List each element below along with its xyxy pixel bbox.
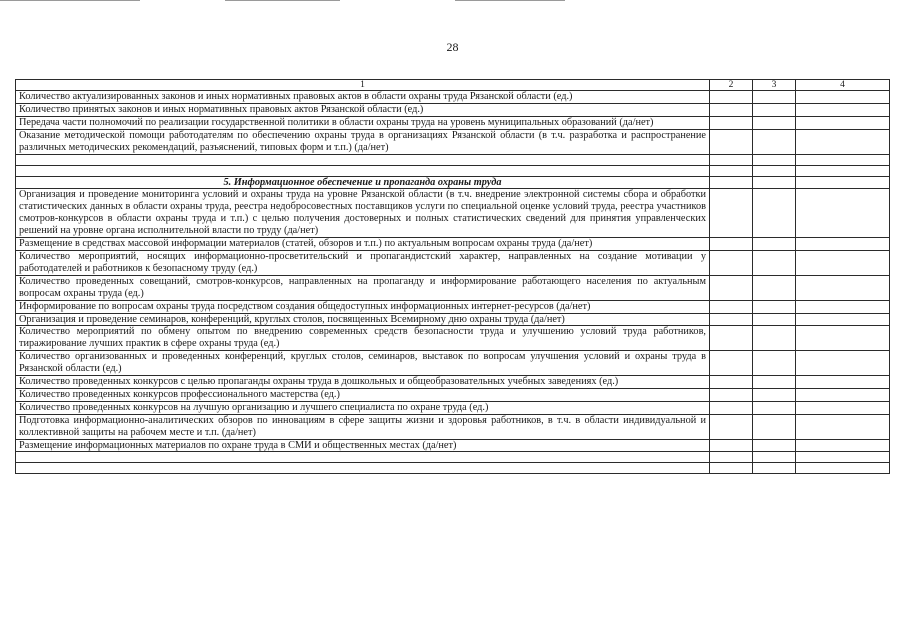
header-cell-col-2: 2	[710, 80, 753, 91]
table-row	[16, 388, 890, 401]
indicator-text-cell	[16, 154, 710, 165]
value-cell-col-4	[796, 91, 890, 104]
value-cell-col-3	[753, 326, 796, 351]
header-cell-col-3: 3	[753, 80, 796, 91]
value-cell-col-3	[753, 452, 796, 463]
value-cell-col-2	[710, 176, 753, 189]
value-cell-col-3	[753, 313, 796, 326]
indicator-text-cell	[16, 452, 710, 463]
value-cell-col-2	[710, 388, 753, 401]
value-cell-col-3	[753, 463, 796, 474]
indicator-text-cell: Количество организованных и проведенных конференций, круглых столов, семинаров, выставок по вопросам улучшения условий и охраны труда в Рязанской области (ед.)	[16, 351, 710, 376]
value-cell-col-3	[753, 238, 796, 251]
value-cell-col-4	[796, 463, 890, 474]
value-cell-col-2	[710, 154, 753, 165]
table-row	[16, 414, 890, 439]
value-cell-col-4	[796, 452, 890, 463]
value-cell-col-2	[710, 452, 753, 463]
table-row	[16, 313, 890, 326]
value-cell-col-3	[753, 154, 796, 165]
value-cell-col-3	[753, 129, 796, 154]
table-row	[16, 439, 890, 452]
value-cell-col-3	[753, 189, 796, 238]
table-row-empty	[16, 154, 890, 165]
indicator-text-cell	[16, 463, 710, 474]
table-row	[16, 103, 890, 116]
indicator-text-cell: Количество мероприятий по обмену опытом по внедрению современных средств безопасности труда и улучшению условий труда работников, тиражирование лучших практик в сфере охраны труда (ед.)	[16, 326, 710, 351]
table-row	[16, 376, 890, 389]
indicator-text-cell: Информирование по вопросам охраны труда посредством создания общедоступных информационных интернет-ресурсов (да/нет)	[16, 300, 710, 313]
value-cell-col-2	[710, 439, 753, 452]
section-heading: 5. Информационное обеспечение и пропаганда охраны труда	[16, 176, 710, 189]
table-row	[16, 326, 890, 351]
value-cell-col-4	[796, 116, 890, 129]
table-row	[16, 91, 890, 104]
value-cell-col-2	[710, 103, 753, 116]
value-cell-col-3	[753, 439, 796, 452]
indicators-table	[15, 79, 890, 474]
indicator-text-cell: Количество актуализированных законов и иных нормативных правовых актов в области охраны труда Рязанской области (ед.)	[16, 91, 710, 104]
value-cell-col-3	[753, 376, 796, 389]
value-cell-col-3	[753, 116, 796, 129]
value-cell-col-2	[710, 376, 753, 389]
table-row	[16, 238, 890, 251]
value-cell-col-3	[753, 275, 796, 300]
value-cell-col-4	[796, 414, 890, 439]
table-row-empty	[16, 452, 890, 463]
value-cell-col-3	[753, 103, 796, 116]
value-cell-col-4	[796, 154, 890, 165]
value-cell-col-2	[710, 275, 753, 300]
value-cell-col-4	[796, 401, 890, 414]
indicator-text-cell: Количество проведенных конкурсов с целью пропаганды охраны труда в дошкольных и общеобразовательных учебных заведениях (ед.)	[16, 376, 710, 389]
header-cell-col-1: 1	[16, 80, 710, 91]
table-row	[16, 300, 890, 313]
value-cell-col-4	[796, 238, 890, 251]
value-cell-col-4	[796, 300, 890, 313]
indicator-text-cell: Организация и проведение мониторинга условий и охраны труда на уровне Рязанской области (в т.ч. внедрение электронной системы сбора и обработки статистических данных в области охраны труда, реестра недобросовестных поставщиков услуги по специальной оценке условий труда, реестра участников смотров-конкурсов в области охраны труда и т.п.) с целью получения достоверных и полных статистических сведений для принятия управленческих решений на уровне органа исполнительной власти по труду (да/нет)	[16, 189, 710, 238]
value-cell-col-3	[753, 414, 796, 439]
indicator-text-cell: Количество проведенных конкурсов на лучшую организацию и лучшего специалиста по охране труда (ед.)	[16, 401, 710, 414]
indicator-text-cell: Количество принятых законов и иных нормативных правовых актов Рязанской области (ед.)	[16, 103, 710, 116]
value-cell-col-2	[710, 238, 753, 251]
value-cell-col-2	[710, 116, 753, 129]
value-cell-col-4	[796, 376, 890, 389]
value-cell-col-2	[710, 313, 753, 326]
indicator-text-cell: Подготовка информационно-аналитических обзоров по инновациям в сфере защиты жизни и здоровья работников, в т.ч. в области индивидуальной и коллективной защиты на рабочем месте и т.п. (да/нет)	[16, 414, 710, 439]
value-cell-col-4	[796, 129, 890, 154]
table-row	[16, 351, 890, 376]
value-cell-col-4	[796, 165, 890, 176]
indicator-text-cell: Количество мероприятий, носящих информационно-просветительский и пропагандистский характер, направленных на создание мотивации у работодателей и работников к безопасному труду (ед.)	[16, 250, 710, 275]
value-cell-col-3	[753, 250, 796, 275]
indicator-text-cell: Размещение в средствах массовой информации материалов (статей, обзоров и т.п.) по актуальным вопросам охраны труда (да/нет)	[16, 238, 710, 251]
table-row	[16, 129, 890, 154]
value-cell-col-4	[796, 351, 890, 376]
table-row	[16, 189, 890, 238]
indicator-text-cell: Количество проведенных совещаний, смотров-конкурсов, направленных на пропаганду и информирование работающего населения по актуальным вопросам охраны труда (ед.)	[16, 275, 710, 300]
value-cell-col-4	[796, 439, 890, 452]
table-header-row	[16, 80, 890, 91]
value-cell-col-2	[710, 165, 753, 176]
value-cell-col-3	[753, 91, 796, 104]
scan-edge-line-left	[0, 0, 140, 1]
value-cell-col-4	[796, 388, 890, 401]
value-cell-col-2	[710, 326, 753, 351]
table-row-empty	[16, 463, 890, 474]
table-row-empty	[16, 165, 890, 176]
indicator-text-cell: Размещение информационных материалов по охране труда в СМИ и общественных местах (да/нет)	[16, 439, 710, 452]
indicator-text-cell: Передача части полномочий по реализации государственной политики в области охраны труда на уровень муниципальных образований (да/нет)	[16, 116, 710, 129]
value-cell-col-3	[753, 388, 796, 401]
table-row	[16, 116, 890, 129]
value-cell-col-2	[710, 401, 753, 414]
value-cell-col-2	[710, 351, 753, 376]
value-cell-col-2	[710, 189, 753, 238]
value-cell-col-4	[796, 103, 890, 116]
indicators-table-body	[16, 80, 890, 474]
scan-edge-line-center	[225, 0, 340, 1]
value-cell-col-2	[710, 250, 753, 275]
indicator-text-cell: Организация и проведение семинаров, конференций, круглых столов, посвященных Всемирному дню охраны труда (да/нет)	[16, 313, 710, 326]
value-cell-col-2	[710, 300, 753, 313]
value-cell-col-4	[796, 250, 890, 275]
value-cell-col-2	[710, 463, 753, 474]
value-cell-col-4	[796, 326, 890, 351]
value-cell-col-3	[753, 176, 796, 189]
value-cell-col-2	[710, 129, 753, 154]
table-row	[16, 401, 890, 414]
value-cell-col-3	[753, 300, 796, 313]
value-cell-col-3	[753, 351, 796, 376]
value-cell-col-4	[796, 189, 890, 238]
value-cell-col-4	[796, 275, 890, 300]
indicator-text-cell	[16, 165, 710, 176]
scan-edge-line-right	[455, 0, 565, 1]
indicator-text-cell: Оказание методической помощи работодателям по обеспечению охраны труда в организациях Рязанской области (в т.ч. разработка и распространение различных методических рекомендаций, разъяснений, типовых форм и т.п.) (да/нет)	[16, 129, 710, 154]
value-cell-col-2	[710, 414, 753, 439]
value-cell-col-2	[710, 91, 753, 104]
indicator-text-cell: Количество проведенных конкурсов профессионального мастерства (ед.)	[16, 388, 710, 401]
value-cell-col-3	[753, 165, 796, 176]
header-cell-col-4: 4	[796, 80, 890, 91]
page-number: 28	[446, 40, 459, 54]
value-cell-col-4	[796, 313, 890, 326]
value-cell-col-3	[753, 401, 796, 414]
section-heading-row	[16, 176, 890, 189]
table-row	[16, 275, 890, 300]
value-cell-col-4	[796, 176, 890, 189]
table-row	[16, 250, 890, 275]
